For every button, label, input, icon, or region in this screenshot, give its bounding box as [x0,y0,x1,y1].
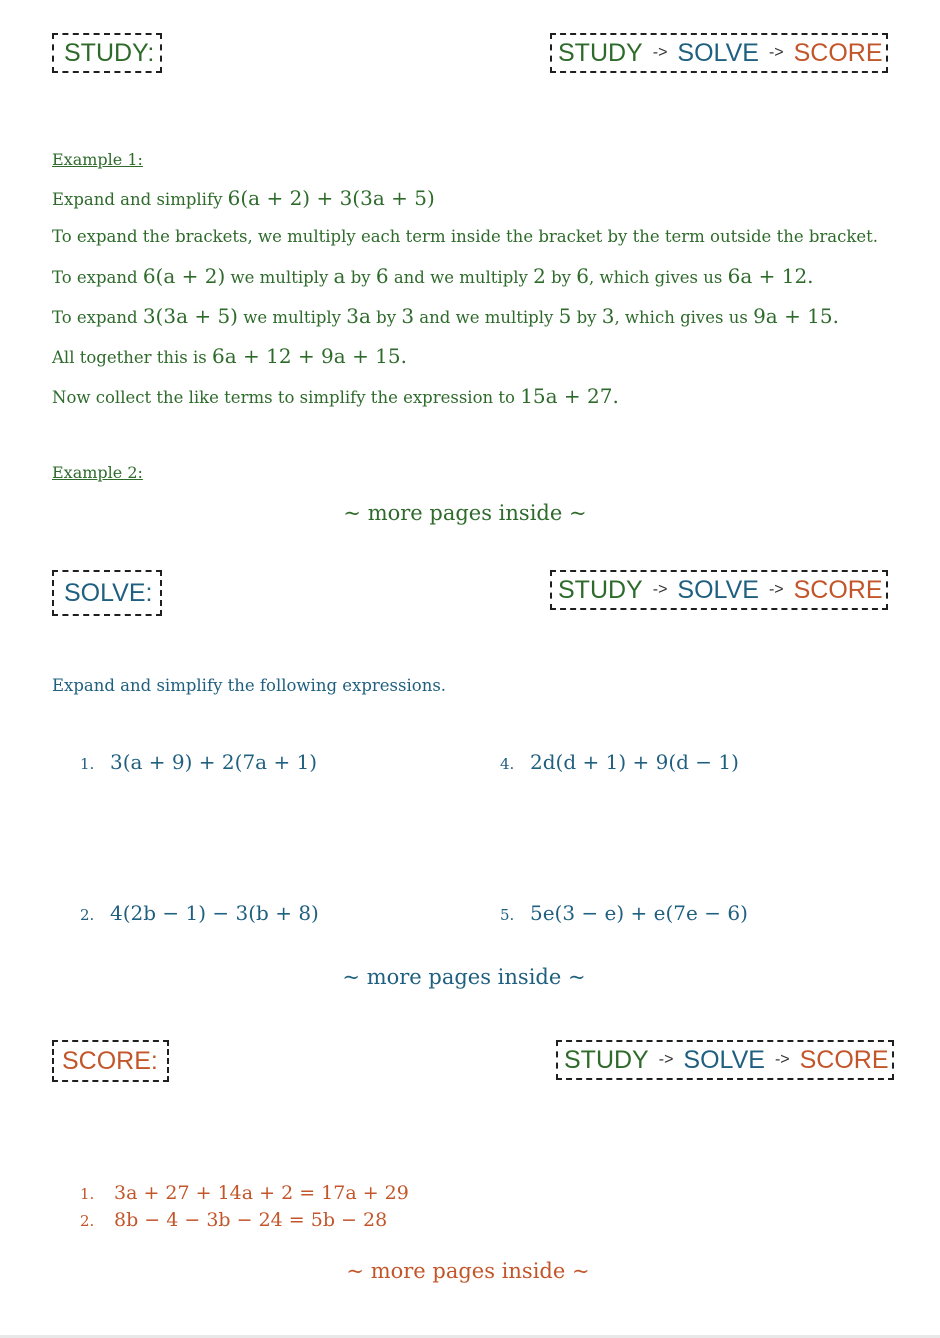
flow-study: STUDY [558,38,643,67]
solve-label-box [52,570,162,616]
example-1-line-1: Expand and simplify 6(a + 2) + 3(3a + 5) [52,186,435,210]
study-label-box [52,33,162,73]
question-4: 4. 2d(d + 1) + 9(d − 1) [500,750,739,774]
example-1-line-2: To expand the brackets, we multiply each term inside the bracket by the term outside the bracket. [52,227,878,246]
solve-instruction: Expand and simplify the following expressions. [52,676,447,695]
more-pages-study: ~ more pages inside ~ [343,501,587,525]
score-label: SCORE: [62,1046,158,1075]
example-1-line-4: To expand 3(3a + 5) we multiply 3a by 3 and we multiply 5 by 3, which gives us 9a + 15. [52,304,839,328]
flow-score: SCORE [793,38,883,67]
flow-arrow: -> [768,581,784,598]
flow-arrow: -> [652,44,668,61]
flow-badge-solve [550,570,888,610]
example-1-title: Example 1: [52,150,143,169]
flow-badge-score [556,1040,894,1080]
flow-arrow: -> [658,1051,674,1068]
answer-2: 2. 8b − 4 − 3b − 24 = 5b − 28 [80,1209,388,1231]
solve-label: SOLVE: [64,578,153,607]
answer-1: 1. 3a + 27 + 14a + 2 = 17a + 29 [80,1182,409,1204]
more-pages-solve: ~ more pages inside ~ [342,965,586,989]
study-label: STUDY: [64,38,155,67]
flow-solve: SOLVE [677,575,759,604]
example-1-line-6: Now collect the like terms to simplify the expression to 15a + 27. [52,384,619,408]
flow-solve: SOLVE [683,1045,765,1074]
question-1: 1. 3(a + 9) + 2(7a + 1) [80,750,318,774]
flow-arrow: -> [652,581,668,598]
flow-score: SCORE [799,1045,889,1074]
example-1-line-5: All together this is 6a + 12 + 9a + 15. [52,344,407,368]
flow-arrow: -> [768,44,784,61]
flow-study: STUDY [558,575,643,604]
flow-score: SCORE [793,575,883,604]
question-2: 2. 4(2b − 1) − 3(b + 8) [80,901,319,925]
score-label-box [52,1040,169,1082]
example-1-line-3: To expand 6(a + 2) we multiply a by 6 and we multiply 2 by 6, which gives us 6a + 12. [52,264,814,288]
question-5: 5. 5e(3 − e) + e(7e − 6) [500,901,748,925]
flow-study: STUDY [564,1045,649,1074]
example-2-title: Example 2: [52,463,143,482]
flow-solve: SOLVE [677,38,759,67]
flow-arrow: -> [774,1051,790,1068]
more-pages-score: ~ more pages inside ~ [346,1259,590,1283]
flow-badge-study [550,33,888,73]
